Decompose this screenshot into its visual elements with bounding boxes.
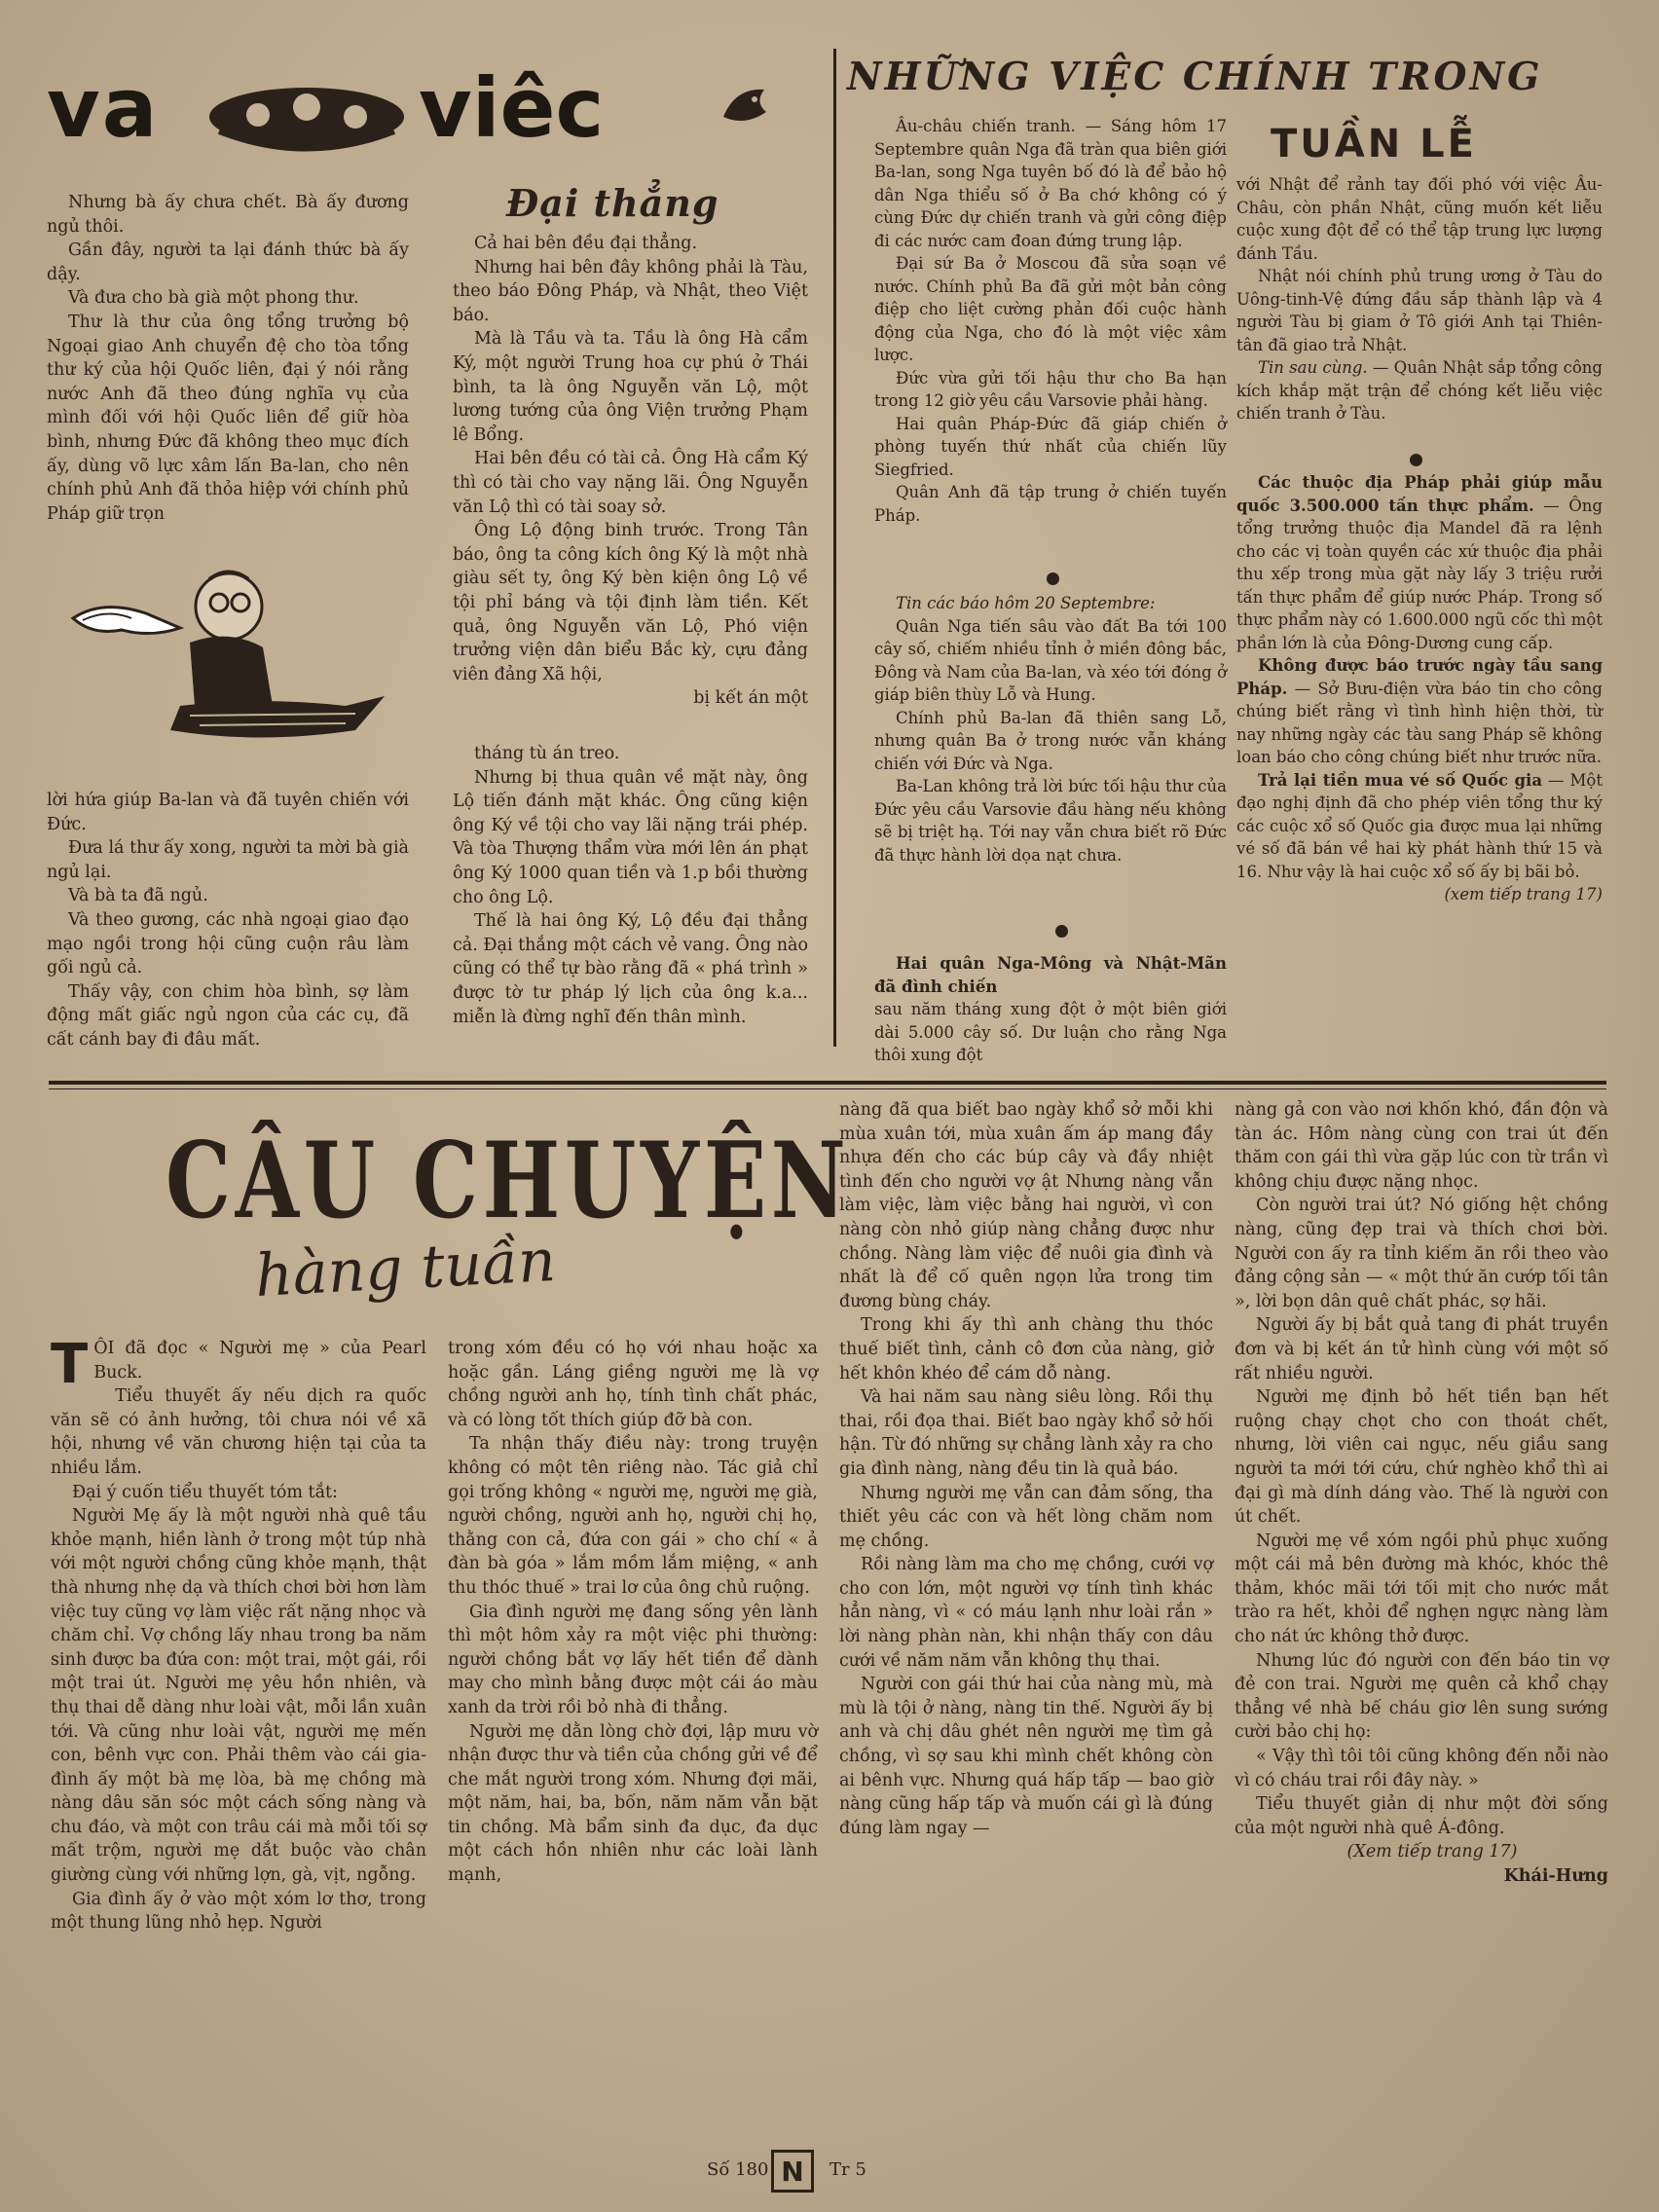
paragraph: nàng đã qua biết bao ngày khổ sở mỗi khi mùa xuân tới, mùa xuân ấm áp mang đầy nhựa đến cho các búp cây và đầy nhiệt tình đến cho người vợ ật Nhưng nàng vẫn làm việc, làm việc bằng hai người, vì con nàng còn nhỏ giúp nàng chẳng được như chồng. Nàng làm việc để nuôi gia đình và nhất là để cố quên ngọn lửa trong tim đương bùng cháy.	[839, 1100, 1213, 1311]
col4b-news	[1236, 471, 1603, 906]
paragraph: Đức vừa gửi tối hậu thư cho Ba hạn trong 12 giờ yêu cầu Varsovie phải hàng.	[874, 368, 1227, 410]
col1-top	[47, 191, 409, 526]
paragraph: với Nhật để rảnh tay đối phó với việc Âu-Châu, còn phần Nhật, cũng muốn kết liễu cuộc xung đột để có thể tập trung lực lượng đánh Tầu.	[1236, 175, 1603, 263]
col2-top	[453, 232, 808, 711]
section-heading: Các thuộc địa Pháp phải giúp mẫu quốc 3.500.000 tấn thực phẩm.	[1236, 473, 1603, 515]
paragraph: Gia đình ấy ở vào một xóm lơ thơ, trong một thung lũng nhỏ hẹp. Người	[51, 1889, 426, 1934]
newspaper-logo	[771, 2150, 814, 2193]
paragraph: Nhưng người mẹ vẫn can đảm sống, tha thiết yêu các con và hết lòng chăm nom mẹ chồng.	[839, 1483, 1213, 1551]
drop-cap: T	[51, 1333, 89, 1396]
paragraph: Người mẹ định bỏ hết tiền bạn hết ruộng chạy chọt cho con thoát chết, nhưng, lời viên cai ngục, nếu giầu sang người ta mới tới cứu, chứ nghèo khổ thì ai đại gì mà dính dáng vào. Thế là người con út chết.	[1235, 1387, 1608, 1528]
byline: Đại thẳng	[506, 181, 719, 225]
paragraph: Còn người trai út? Nó giống hệt chồng nàng, cũng đẹp trai và thích chơi bời. Người con ấy ra tỉnh kiếm ăn rồi theo vào đảng cộng sản — « một thứ ăn cướp tối tân », lời bọn dân quê chất phác, sợ hãi.	[1235, 1196, 1608, 1311]
col4-news	[1236, 173, 1603, 425]
cartoon-diplomat-illustration	[63, 560, 414, 764]
paragraph: — Một đạo nghị định đã cho phép viên tổng thư ký các cuộc xổ số Quốc gia được mua lại những vé số đã bán về hai kỳ phát hành thứ 15 và 16. Như vậy là hai cuộc xổ số ấy bị bãi bỏ.	[1236, 770, 1603, 881]
section-heading: Tin các báo hôm 20 Septembre:	[896, 594, 1156, 612]
paragraph: Nhưng lúc đó người con đến báo tin vợ đẻ con trai. Người mẹ quên cả khổ chạy thẳng về nhà bế cháu giơ lên sung sướng cười bảo chị họ:	[1235, 1650, 1608, 1743]
paragraph: Quân Anh đã tập trung ở chiến tuyến Pháp.	[874, 483, 1227, 525]
story-subtitle: hàng tuần	[253, 1226, 558, 1311]
latest-news-label: Tin sau cùng.	[1258, 358, 1368, 377]
paragraph: tháng tù án treo.	[474, 744, 620, 763]
section-divider-thin	[49, 1088, 1606, 1089]
left-title-va: va	[47, 60, 160, 156]
left-title-viec: viêc	[419, 60, 605, 156]
paragraph: Và đưa cho bà già một phong thư.	[68, 288, 359, 309]
ornament-icon	[200, 78, 414, 156]
paragraph: — Ông tổng trưởng thuộc địa Mandel đã ra lệnh cho các vị toàn quyền các xứ thuộc địa phải thu xếp trong mùa gặt này lấy 3 triệu rưởi tấn thực phẩm để giúp nước Pháp. Trong số thực phẩm này có 1.600.000 ngũ cốc thì một phần lớn là của Đông-Dương cung cấp.	[1236, 496, 1603, 652]
paragraph: ÔI đã đọc « Người mẹ » của Pearl Buck.	[93, 1339, 426, 1382]
paragraph: Tiểu thuyết giản dị như một đời sống của một người nhà quê Á-đông.	[1235, 1794, 1608, 1838]
story-col1	[51, 1333, 426, 1936]
paragraph: trong xóm đều có họ với nhau hoặc xa hoặc gần. Láng giềng người mẹ là vợ chồng người anh họ, tính tình chất phác, và có lòng tốt thích giúp đỡ bà con.	[448, 1339, 818, 1430]
paragraph: Người con gái thứ hai của nàng mù, mà mù là tội ở nàng, nàng tin thế. Người ấy bị anh và chị dâu ghét nên người mẹ tìm gả chồng, vì sợ sau khi mình chết không còn ai bênh vực. Nhưng quá hấp tấp — bao giờ nàng cũng hấp tấp và muốn cái gì là đúng đúng làm ngay —	[839, 1675, 1213, 1838]
paragraph: — Sở Bưu-điện vừa báo tin cho công chúng biết rằng vì tình hình hiện thời, từ nay những ngày các tàu sang Pháp sẽ không loan báo cho công chúng biết như trước nữa.	[1236, 679, 1603, 766]
news-section-subtitle: TUẦN LỄ	[1271, 122, 1477, 166]
paragraph: Và theo gương, các nhà ngoại giao đạo mạo ngồi trong hội cũng cuộn râu làm gối ngủ cả.	[47, 909, 409, 978]
paragraph: Cả hai bên đều đại thẳng.	[474, 234, 698, 253]
paragraph: Nhưng bị thua quân về mặt này, ông Lộ tiến đánh mặt khác. Ông cũng kiện ông Ký về tội cho vay lãi nặng trái phép. Và tòa Thượng thẩm vừa mới lên án phạt ông Ký 1000 quan tiền và 1.p bồi thường cho ông Lộ.	[453, 767, 808, 907]
paragraph: Âu-châu chiến tranh. — Sáng hôm 17 Septembre quân Nga đã tràn qua biên giới Ba-lan, song Nga tuyên bố đó là để bảo hộ dân Nga thiểu số ở Ba chớ không có ý cùng Đức dự chiến tranh và gửi công điệp đi các nước cam đoan đứng trung lập.	[874, 117, 1227, 250]
paragraph: Ba-Lan không trả lời bức tối hậu thư của Đức yêu cầu Varsovie đầu hàng nếu không sẽ bị triệt hạ. Tới nay vẫn chưa biết rõ Đức đã thực hành lời dọa nạt chưa.	[874, 777, 1227, 865]
col3c-news	[874, 952, 1227, 1067]
story-col2	[448, 1337, 818, 1888]
paragraph: Trong khi ấy thì anh chàng thu thóc thuế biết tình, cảnh cô đơn của nàng, giở hết khôn khéo để cám dỗ nàng.	[839, 1315, 1213, 1383]
section-heading: Hai quân Nga-Mông và Nhật-Mãn đã đình chiến	[874, 954, 1227, 996]
paragraph: Nhưng bà ấy chưa chết. Bà ấy đương ngủ thôi.	[47, 193, 409, 237]
col1-bottom	[47, 789, 409, 1052]
separator-dot	[1410, 454, 1422, 466]
paragraph: lời hứa giúp Ba-lan và đã tuyên chiến với Đức.	[47, 791, 409, 834]
logo-letter: N	[781, 2155, 804, 2188]
col2-bottom	[453, 742, 808, 1029]
section-divider	[49, 1081, 1606, 1085]
news-section-title: NHỮNG VIỆC CHÍNH TRONG	[847, 55, 1543, 99]
paragraph: Và bà ta đã ngủ.	[68, 886, 208, 906]
continued-note: (xem tiếp trang 17)	[1444, 885, 1603, 903]
paragraph: Thế là hai ông Ký, Lộ đều đại thẳng cả. Đại thắng một cách vẻ vang. Ông nào cũng có thể tự bào rằng đã « phá trình » được tờ tư pháp lý lịch của ông k.a... miễn là đừng nghĩ đến thân mình.	[453, 911, 808, 1027]
paragraph: Đại ý cuốn tiểu thuyết tóm tắt:	[72, 1482, 338, 1502]
continued-note: (Xem tiếp trang 17)	[1346, 1842, 1518, 1862]
separator-dot	[1047, 572, 1059, 585]
story-col3	[839, 1098, 1213, 1840]
bird-ornament-icon	[716, 78, 774, 136]
paragraph: Ông Lộ động binh trước. Trong Tân báo, ông ta công kích ông Ký là một nhà giàu sết ty, ông Ký bèn kiện ông Lộ về tội phỉ báng và tội định làm tiền. Kết quả, ông Nguyễn văn Lộ, Phó viện trưởng viện dân biểu Bắc kỳ, cựu đảng viên đảng Xã hội,	[453, 521, 808, 684]
paragraph: sau năm tháng xung đột ở một biên giới dài 5.000 cây số. Dư luận cho rằng Nga thôi xung đột	[874, 1000, 1227, 1064]
paragraph: Đại sứ Ba ở Moscou đã sửa soạn về nước. Chính phủ Ba đã gửi một bản công điệp cho liệt cường phản đối cuộc hành động của Nga, cho đó là một việc xâm lược.	[874, 254, 1227, 364]
section-heading: Trả lại tiền mua vé số Quốc gia	[1258, 770, 1543, 790]
column-divider	[833, 49, 836, 1047]
paragraph: Rồi nàng làm ma cho mẹ chồng, cưới vợ cho con lớn, một người vợ tính tình khác hẳn nàng, vì « có máu lạnh như loài rắn » lời nàng phàn nàn, khi nhận thấy con dâu cưới về năm năm vẫn không thụ thai.	[839, 1555, 1213, 1671]
paragraph: Hai bên đều có tài cả. Ông Hà cẩm Ký thì có tài cho vay nặng lãi. Ông Nguyễn văn Lộ thì có tài soay sở.	[453, 449, 808, 517]
story-title: CÂU CHUYỆN	[166, 1120, 851, 1242]
paragraph: Nhưng hai bên đây không phải là Tàu, theo báo Đông Pháp, và Nhật, theo Việt báo.	[453, 257, 808, 325]
paragraph: « Vậy thì tôi tôi cũng không đến nỗi nào vì có cháu trai rồi đây này. »	[1235, 1747, 1608, 1790]
paragraph: Thư là thư của ông tổng trưởng bộ Ngoại giao Anh chuyển đệ cho tòa tổng thư ký của hội Quốc liên, đại ý nói rằng nước Anh đã theo đúng nghĩa vụ của mình đối với hội Quốc liên để giữ hòa bình, nhưng Đức đã không theo mục đích ấy, dùng võ lực xâm lấn Ba-lan, cho nên chính phủ Anh đã thỏa hiệp với chính phủ Pháp giữ trọn	[47, 312, 409, 524]
col3b-news	[874, 592, 1227, 866]
paragraph: Chính phủ Ba-lan đã thiên sang Lỗ, nhưng quân Ba ở trong nước vẫn kháng chiến với Đức và Nga.	[874, 708, 1227, 773]
page-number: Tr 5	[830, 2159, 866, 2180]
section-heading: Không được báo trước ngày tầu sang Pháp.	[1236, 656, 1603, 698]
paragraph: Người mẹ về xóm ngồi phủ phục xuống một cái mả bên đường mà khóc, khóc thê thảm, khóc mãi tới tối mịt cho nước mắt trào ra hết, khỏi để nghẹn ngực nàng làm cho nát ức không thở được.	[1235, 1530, 1608, 1647]
paragraph: Đưa lá thư ấy xong, người ta mời bà già ngủ lại.	[47, 838, 409, 882]
paragraph: Gia đình người mẹ đang sống yên lành thì một hôm xảy ra một việc phi thường: người chồng bắt vợ lấy hết tiền để dành may cho mình bằng được một cái áo màu xanh da trời rồi bỏ nhà đi thẳng.	[448, 1602, 818, 1717]
paragraph: Ta nhận thấy điều này: trong truyện không có một tên riêng nào. Tác giả chỉ gọi trống không « người mẹ, người mẹ già, người chồng, người anh họ, người chị họ, thằng con cả, đứa con gái » cho chí « ả đàn bà góa » lắm mồm lắm miệng, « anh thu thóc thuế » trai lơ của ông chủ ruộng.	[448, 1434, 818, 1598]
latest-news-text: — Quân Nhật sắp tổng công kích khắp mặt trận để chóng kết liễu việc chiến tranh ở Tàu.	[1236, 358, 1603, 423]
paragraph: Hai quân Pháp-Đức đã giáp chiến ở phòng tuyến thứ nhất của chiến lũy Siegfried.	[874, 414, 1227, 479]
separator-dot	[1055, 925, 1068, 938]
paragraph: Tiểu thuyết ấy nếu dịch ra quốc văn sẽ có ảnh hưởng, tôi chưa nói về xã hội, nhưng về văn chương hiện tại của ta nhiều lắm.	[51, 1386, 426, 1478]
author-signature: Khái-Hưng	[1503, 1866, 1608, 1886]
paragraph: Người Mẹ ấy là một người nhà quê tầu khỏe mạnh, hiền lành ở trong một túp nhà với một người chồng cũng khỏe mạnh, thật thà nhưng nhẹ dạ và thích chơi bời hơn làm việc tuy cũng vợ làm việc rất nặng nhọc và chăm chỉ. Vợ chồng lấy nhau trong ba năm sinh được ba đứa con: một trai, một gái, rồi một trai út. Người mẹ yêu hồn nhiên, và thụ thai dễ dàng như loài vật, mỗi lần xuân tới. Và cũng như loài vật, người mẹ mến con, bênh vực con. Phải thêm vào cái gia-đình ấy một bà mẹ lòa, bà mẹ chồng mà nàng dâu săn sóc một cách sống nàng và chu đáo, và một con trâu cái mà mỗi tối sợ mất trộm, người mẹ dắt buộc vào chân giường cùng với những lợn, gà, vịt, ngỗng.	[51, 1506, 426, 1886]
paragraph: Gần đây, người ta lại đánh thức bà ấy dậy.	[47, 240, 409, 284]
paragraph: Mà là Tầu và ta. Tầu là ông Hà cẩm Ký, một người Trung hoa cự phú ở Thái bình, ta là ông Nguyễn văn Lộ, một lương tướng của ông Viện trưởng Phạm lê Bổng.	[453, 329, 808, 445]
paragraph: Nhật nói chính phủ trung ương ở Tàu do Uông-tinh-Vệ đứng đầu sắp thành lập và 4 người Tàu bị giam ở Tô giới Anh tại Thiên-tân đã giao trả Nhật.	[1236, 267, 1603, 354]
paragraph: bị kết án một	[693, 688, 808, 709]
paragraph: Thấy vậy, con chim hòa bình, sợ làm động mất giấc ngủ ngon của các cụ, đã cất cánh bay đi đâu mất.	[47, 981, 409, 1050]
paragraph: Người ấy bị bắt quả tang đi phát truyền đơn và bị kết án tử hình cùng với một số rất nhiều người.	[1235, 1315, 1608, 1383]
paragraph: Quân Nga tiến sâu vào đất Ba tới 100 cây số, chiếm nhiều tỉnh ở miền đông bắc, Đông và Nam của Ba-lan, và xéo tới đóng ở giáp biên thùy Lỗ và Hung.	[874, 616, 1227, 704]
paragraph: nàng gả con vào nơi khốn khó, đần độn và tàn ác. Hôm nàng cùng con trai út đến thăm con gái thì vừa gặp lúc con từ trần vì không chịu được nặng nhọc.	[1235, 1100, 1608, 1192]
col3-news	[874, 115, 1227, 527]
story-col4	[1235, 1098, 1608, 1889]
paragraph: Và hai năm sau nàng siêu lòng. Rồi thụ thai, rồi đọa thai. Biết bao ngày khổ sở hối hận. Từ đó những sự chẳng lành xảy ra cho gia đình nàng, nàng đều tin là quả báo.	[839, 1387, 1213, 1479]
paragraph: Người mẹ dằn lòng chờ đợi, lập mưu vờ nhận được thư và tiền của chồng gửi về để che mắt người trong xóm. Nhưng đợi mãi, một năm, hai, ba, bốn, năm năm vẫn bặt tin chồng. Mà bẩm sinh đa dục, đa dục một cách hồn nhiên như các loài lành mạnh,	[448, 1721, 818, 1886]
issue-number: Số 180	[707, 2159, 769, 2180]
